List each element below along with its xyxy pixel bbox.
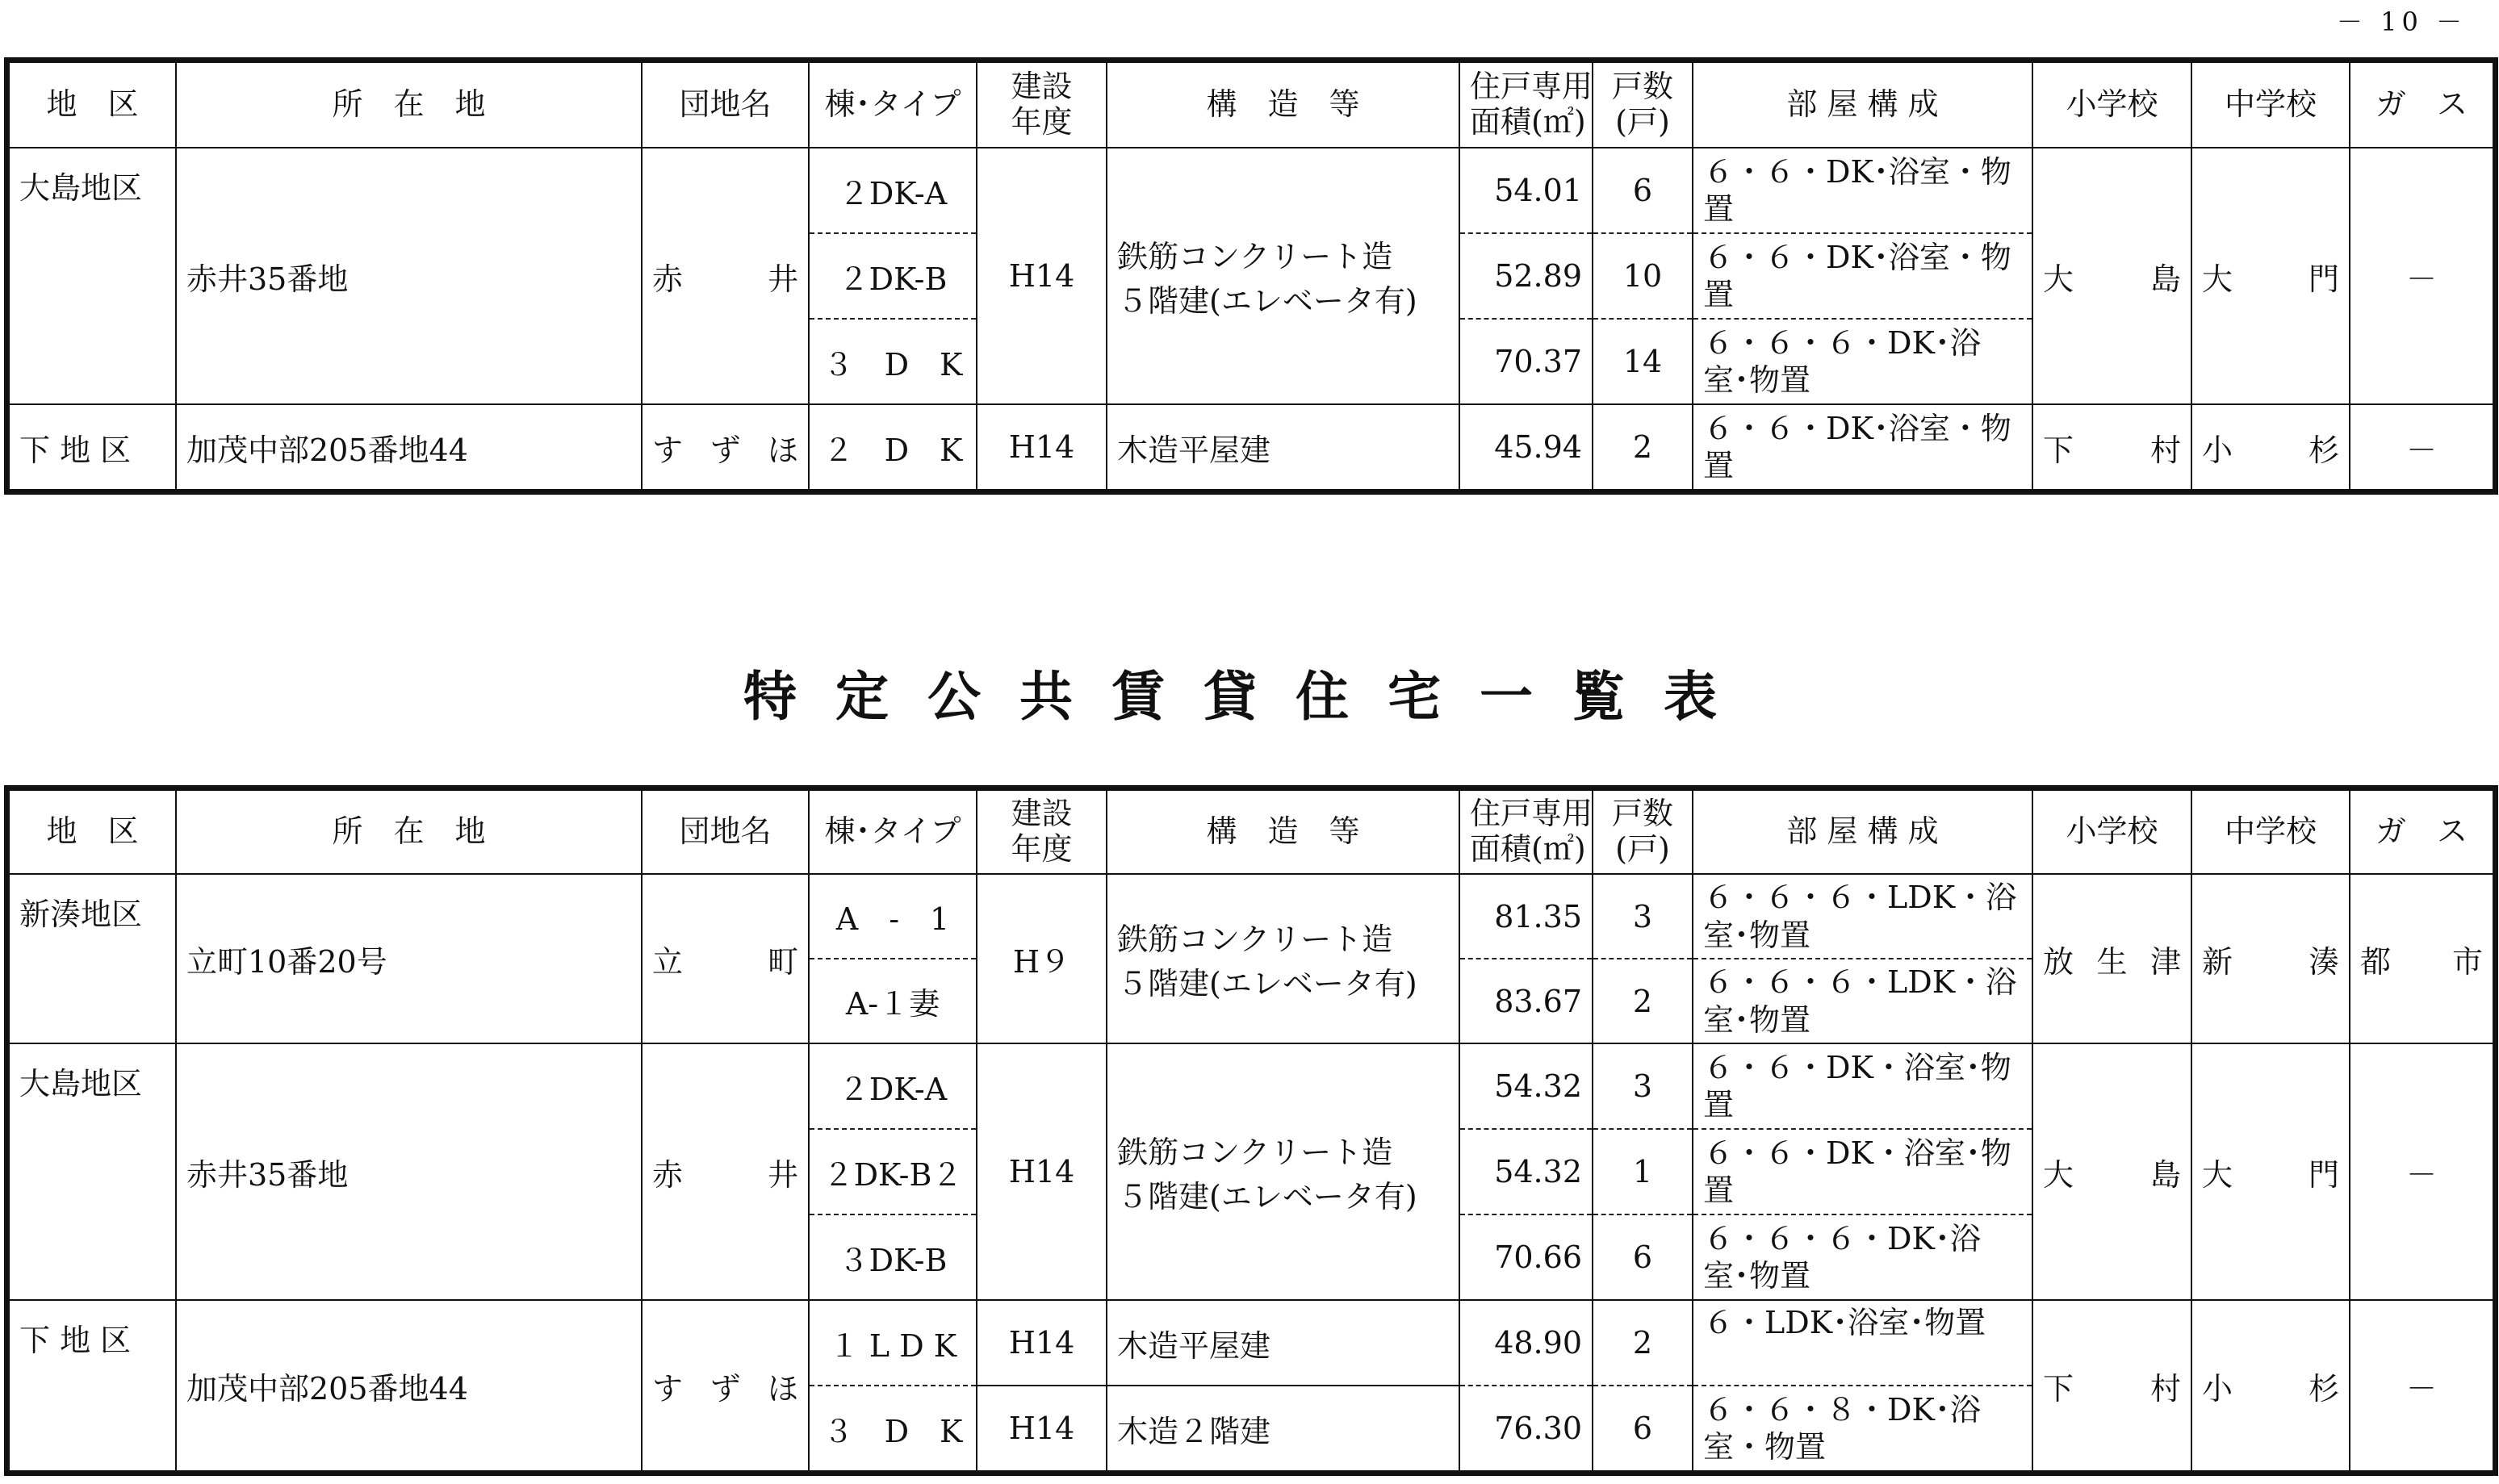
- page-title: 特定公共賃貸住宅一覧表: [743, 666, 1756, 728]
- area-cell: 54.32: [1459, 1129, 1593, 1214]
- junior-cell: 小 杉: [2191, 404, 2350, 490]
- district-cell: 大島地区: [9, 148, 176, 404]
- units-cell: 3: [1593, 874, 1693, 959]
- gas-cell: －: [2350, 1043, 2493, 1300]
- year-cell: H14: [977, 148, 1107, 404]
- header-elementary: 小学校: [2032, 62, 2191, 148]
- rooms-cell: ６・６・DK・浴室･物置: [1693, 1043, 2032, 1129]
- structure-cell: 鉄筋コンクリート造 ５階建(エレベータ有): [1107, 1043, 1459, 1300]
- header-year: 建設 年度: [977, 790, 1107, 874]
- units-cell: 2: [1593, 959, 1693, 1043]
- header-junior: 中学校: [2191, 790, 2350, 874]
- district-cell: 下 地 区: [9, 1300, 176, 1471]
- type-cell: ２DK-B２: [809, 1129, 977, 1214]
- structure-cell: 鉄筋コンクリート造 ５階建(エレベータ有): [1107, 874, 1459, 1043]
- area-cell: 76.30: [1459, 1386, 1593, 1471]
- year-cell: H14: [977, 404, 1107, 490]
- table-row: [9, 1300, 2493, 1386]
- location-cell: 赤井35番地: [176, 148, 642, 404]
- header-district: 地 区: [9, 62, 176, 148]
- year-cell: H14: [977, 1043, 1107, 1300]
- header-structure: 構 造 等: [1107, 790, 1459, 874]
- page-number: － 10 －: [2336, 6, 2467, 37]
- year-cell: H14: [977, 1386, 1107, 1471]
- public-housing-table-top: [8, 61, 2494, 491]
- area-cell: 70.37: [1459, 319, 1593, 404]
- type-cell: ２DK-A: [809, 1043, 977, 1129]
- elementary-cell: 下 村: [2032, 1300, 2191, 1471]
- header-units: 戸数 (戸): [1593, 62, 1693, 148]
- gas-cell: －: [2350, 1300, 2493, 1471]
- units-cell: 6: [1593, 148, 1693, 233]
- district-cell: 下 地 区: [9, 404, 176, 490]
- rooms-cell: ６・６・６・LDK・浴室･物置: [1693, 874, 2032, 959]
- junior-cell: 新 湊: [2191, 874, 2350, 1043]
- rooms-cell: ６・６・DK・浴室･物置: [1693, 1129, 2032, 1214]
- units-cell: 1: [1593, 1129, 1693, 1214]
- elementary-cell: 下 村: [2032, 404, 2191, 490]
- header-junior: 中学校: [2191, 62, 2350, 148]
- district-cell: 新湊地区: [9, 874, 176, 1043]
- type-cell: A-１妻: [809, 959, 977, 1043]
- header-gas: ガ ス: [2350, 62, 2493, 148]
- header-elementary: 小学校: [2032, 790, 2191, 874]
- table-header-row: [9, 790, 2493, 874]
- rooms-cell: ６・LDK･浴室･物置: [1693, 1300, 2032, 1386]
- location-cell: 加茂中部205番地44: [176, 1300, 642, 1471]
- table-row: [9, 404, 2493, 490]
- area-cell: 70.66: [1459, 1214, 1593, 1300]
- rooms-cell: ６・６・DK･浴室・物置: [1693, 404, 2032, 490]
- units-cell: 14: [1593, 319, 1693, 404]
- table-row: [9, 148, 2493, 233]
- type-cell: ３ D K: [809, 319, 977, 404]
- type-cell: ２ D K: [809, 404, 977, 490]
- gas-cell: 都 市: [2350, 874, 2493, 1043]
- header-rooms: 部 屋 構 成: [1693, 790, 2032, 874]
- district-cell: 大島地区: [9, 1043, 176, 1300]
- elementary-cell: 大 島: [2032, 148, 2191, 404]
- header-location: 所 在 地: [176, 790, 642, 874]
- area-cell: 45.94: [1459, 404, 1593, 490]
- header-area: 住戸専用 面積(㎡): [1459, 790, 1593, 874]
- complex-cell: す ず ほ: [642, 404, 809, 490]
- rooms-cell: ６・６・６・DK･浴室･物置: [1693, 1214, 2032, 1300]
- header-district: 地 区: [9, 790, 176, 874]
- header-gas: ガ ス: [2350, 790, 2493, 874]
- units-cell: 6: [1593, 1386, 1693, 1471]
- location-cell: 赤井35番地: [176, 1043, 642, 1300]
- header-area: 住戸専用 面積(㎡): [1459, 62, 1593, 148]
- year-cell: H14: [977, 1300, 1107, 1386]
- structure-cell: 鉄筋コンクリート造 ５階建(エレベータ有): [1107, 148, 1459, 404]
- specific-public-housing-table: [8, 789, 2494, 1472]
- header-complex: 団地名: [642, 62, 809, 148]
- rooms-cell: ６・６・８・DK･浴室・物置: [1693, 1386, 2032, 1471]
- header-building-type: 棟･タイプ: [809, 62, 977, 148]
- complex-cell: 赤 井: [642, 1043, 809, 1300]
- header-structure: 構 造 等: [1107, 62, 1459, 148]
- elementary-cell: 放 生 津: [2032, 874, 2191, 1043]
- area-cell: 48.90: [1459, 1300, 1593, 1386]
- area-cell: 81.35: [1459, 874, 1593, 959]
- type-cell: ３ D K: [809, 1386, 977, 1471]
- table-row: [9, 874, 2493, 959]
- structure-cell: 木造２階建: [1107, 1386, 1459, 1471]
- type-cell: ２DK-B: [809, 233, 977, 319]
- table-row: [9, 1043, 2493, 1129]
- units-cell: 6: [1593, 1214, 1693, 1300]
- structure-cell: 木造平屋建: [1107, 404, 1459, 490]
- year-cell: H９: [977, 874, 1107, 1043]
- rooms-cell: ６・６・６・LDK・浴室･物置: [1693, 959, 2032, 1043]
- gas-cell: －: [2350, 404, 2493, 490]
- header-location: 所 在 地: [176, 62, 642, 148]
- type-cell: ２DK-A: [809, 148, 977, 233]
- rooms-cell: ６・６・６・DK･浴室･物置: [1693, 319, 2032, 404]
- rooms-cell: ６・６・DK･浴室・物置: [1693, 148, 2032, 233]
- area-cell: 54.01: [1459, 148, 1593, 233]
- header-units: 戸数 (戸): [1593, 790, 1693, 874]
- table-header-row: [9, 62, 2493, 148]
- structure-cell: 木造平屋建: [1107, 1300, 1459, 1386]
- complex-cell: 赤 井: [642, 148, 809, 404]
- junior-cell: 大 門: [2191, 1043, 2350, 1300]
- area-cell: 52.89: [1459, 233, 1593, 319]
- junior-cell: 大 門: [2191, 148, 2350, 404]
- area-cell: 83.67: [1459, 959, 1593, 1043]
- complex-cell: す ず ほ: [642, 1300, 809, 1471]
- gas-cell: －: [2350, 148, 2493, 404]
- complex-cell: 立 町: [642, 874, 809, 1043]
- rooms-cell: ６・６・DK･浴室・物置: [1693, 233, 2032, 319]
- elementary-cell: 大 島: [2032, 1043, 2191, 1300]
- header-building-type: 棟･タイプ: [809, 790, 977, 874]
- area-cell: 54.32: [1459, 1043, 1593, 1129]
- type-cell: ３DK-B: [809, 1214, 977, 1300]
- location-cell: 立町10番20号: [176, 874, 642, 1043]
- header-rooms: 部 屋 構 成: [1693, 62, 2032, 148]
- type-cell: A - 1: [809, 874, 977, 959]
- units-cell: 3: [1593, 1043, 1693, 1129]
- header-year: 建設 年度: [977, 62, 1107, 148]
- location-cell: 加茂中部205番地44: [176, 404, 642, 490]
- junior-cell: 小 杉: [2191, 1300, 2350, 1471]
- units-cell: 2: [1593, 404, 1693, 490]
- units-cell: 10: [1593, 233, 1693, 319]
- type-cell: １ L D K: [809, 1300, 977, 1386]
- units-cell: 2: [1593, 1300, 1693, 1386]
- header-complex: 団地名: [642, 790, 809, 874]
